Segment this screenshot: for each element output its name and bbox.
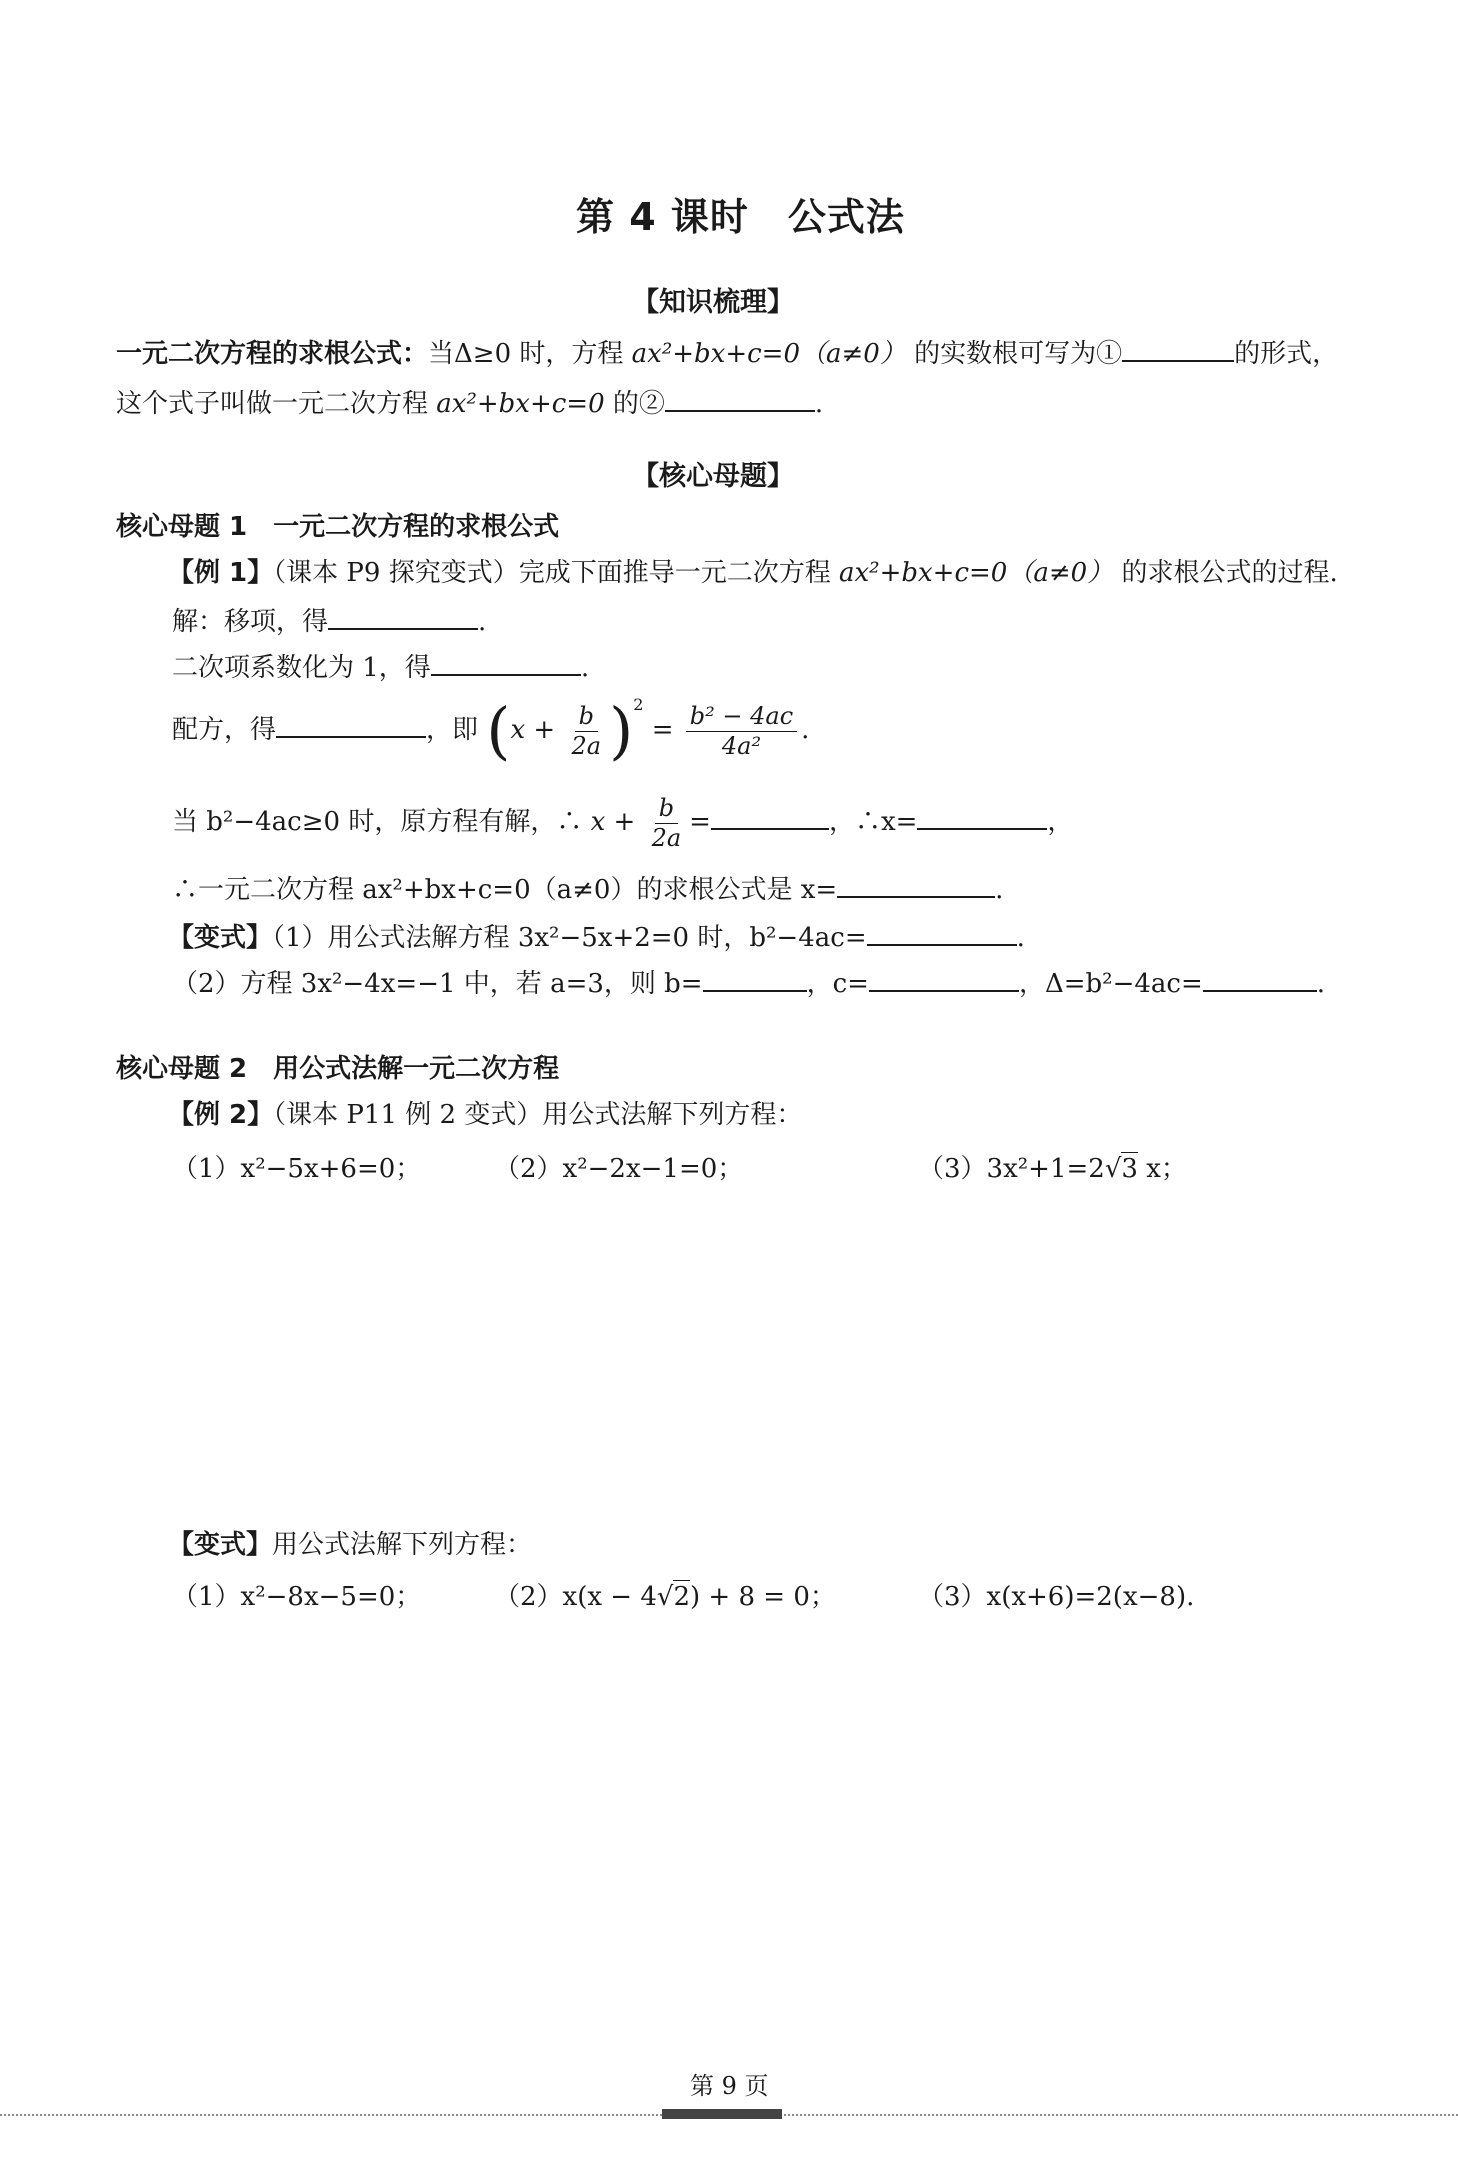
fraction-b-over-2a-2: $\frac{b}{2a}$ bbox=[651, 793, 682, 852]
answer-blank-2[interactable] bbox=[665, 386, 815, 412]
step1-blank[interactable] bbox=[328, 604, 478, 630]
answer-blank-1[interactable] bbox=[1122, 336, 1234, 362]
page-title: 第 4 课时 公式法 bbox=[576, 195, 905, 239]
knowledge-line2eq: ax²+bx+c=0 bbox=[436, 389, 605, 419]
example1-eq: ax²+bx+c=0（a≠0） bbox=[839, 558, 1114, 588]
knowledge-text2: 的实数根可写为① bbox=[914, 339, 1123, 369]
step5-text: ∴一元二次方程 ax²+bx+c=0（a≠0）的求根公式是 x= bbox=[172, 875, 838, 905]
step4-blank-1[interactable] bbox=[711, 804, 829, 830]
variant1-label: 【变式】 bbox=[168, 923, 273, 953]
example2-problem-3-tail: x； bbox=[1146, 1154, 1187, 1184]
knowledge-line-2: 这个式子叫做一元二次方程 ax²+bx+c=0 的② . bbox=[116, 386, 823, 421]
knowledge-text1: 当Δ≥0 时，方程 bbox=[428, 339, 624, 369]
example2-label: 【例 2】 bbox=[168, 1100, 274, 1130]
footer-bar bbox=[662, 2109, 782, 2119]
example1-tail: 的求根公式的过程. bbox=[1121, 558, 1338, 588]
section-heading-knowledge: 【知识梳理】 bbox=[632, 287, 794, 318]
example2-problem-3: （3）3x²+1=2√3 x； bbox=[918, 1154, 1187, 1184]
step3-line: 配方，得 ，即 (x + $\frac{b}{2a}$ )$^2$ = $\frac{\text{b² − 4ac}}{\text{4a²}}$ . bbox=[172, 694, 810, 767]
variant2-problem-2: （2）x(x − 4√2) + 8 = 0； bbox=[494, 1582, 836, 1612]
sqrt-2: 2 bbox=[673, 1582, 690, 1612]
section-heading-core: 【核心母题】 bbox=[632, 461, 794, 492]
step4-blank-2[interactable] bbox=[917, 804, 1047, 830]
step4-line: 当 b²−4ac≥0 时，原方程有解，∴ x + $\frac{b}{2a}$ = ，∴x= ， bbox=[172, 793, 1074, 852]
knowledge-eq: ax²+bx+c=0（a≠0） bbox=[631, 339, 906, 369]
knowledge-line2b: 的② bbox=[612, 389, 665, 419]
example1-label: 【例 1】 bbox=[168, 558, 274, 588]
page-number: 第 9 页 bbox=[690, 2072, 769, 2100]
variant1-q2a: （2）方程 3x²−4x=−1 中，若 a=3，则 b= bbox=[172, 969, 703, 999]
step2-blank[interactable] bbox=[431, 650, 581, 676]
variant1-blank-c[interactable] bbox=[869, 966, 1019, 992]
variant1-line1: 【变式】（1）用公式法解方程 3x²−5x+2=0 时，b²−4ac= . bbox=[168, 920, 1025, 955]
variant2-problem-2-text: （2）x(x − 4 bbox=[494, 1582, 657, 1612]
step3-blank[interactable] bbox=[276, 712, 426, 738]
step2-line: 二次项系数化为 1，得 . bbox=[172, 650, 589, 685]
variant2-text: 用公式法解下列方程： bbox=[272, 1530, 533, 1560]
variant2-problem-3: （3）x(x+6)=2(x−8). bbox=[918, 1582, 1195, 1612]
step2-text: 二次项系数化为 1，得 bbox=[172, 653, 431, 683]
variant1-blank-delta[interactable] bbox=[1203, 966, 1317, 992]
variant2-label: 【变式】 bbox=[168, 1530, 273, 1560]
variant1-line2: （2）方程 3x²−4x=−1 中，若 a=3，则 b= ，c= ，Δ=b²−4ac= . bbox=[172, 966, 1325, 1001]
fraction-discriminant: $\frac{\text{b² − 4ac}}{\text{4a²}}$ bbox=[686, 702, 797, 761]
example1-text: （课本 P9 探究变式）完成下面推导一元二次方程 bbox=[273, 558, 831, 588]
fraction-b-over-2a: $\frac{b}{2a}$ bbox=[571, 701, 602, 760]
knowledge-lead: 一元二次方程的求根公式： bbox=[116, 339, 429, 369]
variant1-blank-1[interactable] bbox=[867, 920, 1017, 946]
variant2-problem-1: （1）x²−8x−5=0； bbox=[172, 1582, 422, 1612]
variant1-q1: （1）用公式法解方程 3x²−5x+2=0 时，b²−4ac= bbox=[272, 923, 867, 953]
step5-blank[interactable] bbox=[837, 872, 995, 898]
step5-line: ∴一元二次方程 ax²+bx+c=0（a≠0）的求根公式是 x= . bbox=[172, 872, 1003, 907]
step1-text: 解：移项，得 bbox=[172, 607, 329, 637]
variant2-problem-2-tail: ) + 8 = 0； bbox=[690, 1582, 836, 1612]
knowledge-line2a: 这个式子叫做一元二次方程 bbox=[116, 389, 429, 419]
variant2-line bbox=[168, 1528, 532, 1562]
example2-problem-3-text: （3）3x²+1=2 bbox=[918, 1154, 1105, 1184]
step3-text: 配方，得 bbox=[172, 715, 277, 745]
step1-line: 解：移项，得 . bbox=[172, 604, 486, 639]
variant1-q2b: ，c= bbox=[806, 969, 869, 999]
sqrt-3: 3 bbox=[1121, 1154, 1138, 1184]
core1-heading: 核心母题 1 一元二次方程的求根公式 bbox=[116, 512, 560, 542]
paren-right: ) bbox=[609, 694, 634, 767]
example2-line bbox=[168, 1098, 802, 1132]
example2-problem-2: （2）x²−2x−1=0； bbox=[494, 1154, 744, 1184]
paren-left: ( bbox=[486, 694, 511, 767]
core2-heading: 核心母题 2 用公式法解一元二次方程 bbox=[116, 1054, 560, 1084]
example2-problem-1: （1）x²−5x+6=0； bbox=[172, 1154, 422, 1184]
variant1-blank-b[interactable] bbox=[703, 966, 807, 992]
variant1-q2c: ，Δ=b²−4ac= bbox=[1018, 969, 1203, 999]
step4-text2: ，∴x= bbox=[828, 807, 918, 837]
knowledge-text3: 的形式， bbox=[1234, 339, 1339, 369]
step3-ji: ，即 bbox=[426, 715, 479, 745]
example2-text: （课本 P11 例 2 变式）用公式法解下列方程： bbox=[273, 1100, 803, 1130]
knowledge-line-1 bbox=[116, 336, 1338, 371]
step4-text: 当 b²−4ac≥0 时，原方程有解，∴ bbox=[172, 807, 583, 837]
example1-line bbox=[168, 556, 1338, 590]
